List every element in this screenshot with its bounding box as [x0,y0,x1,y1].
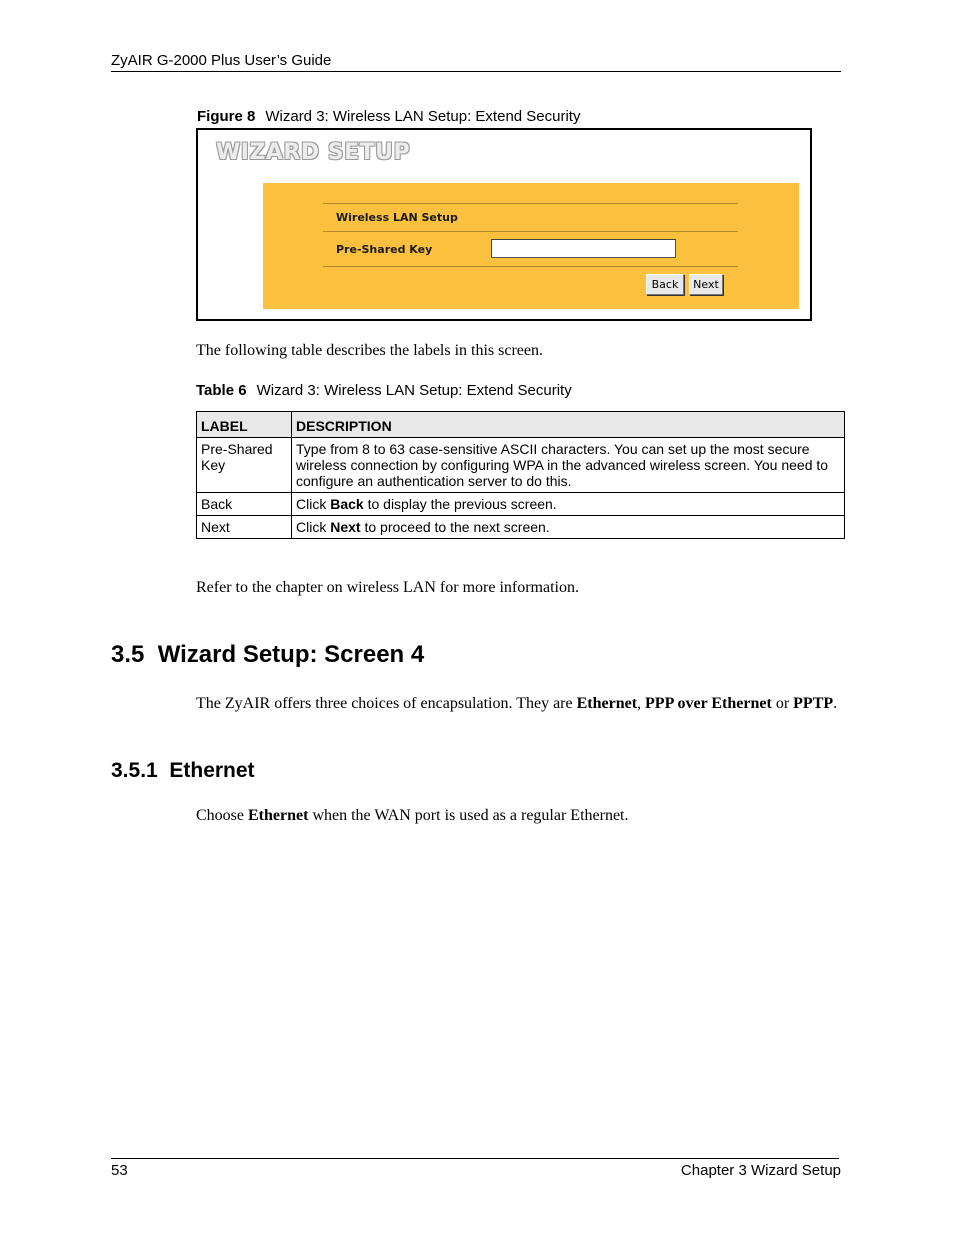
description-bold: Back [330,496,364,512]
refer-paragraph: Refer to the chapter on wireless LAN for more information. [196,579,579,596]
description-bold: Next [330,519,361,535]
description-text: Click [296,519,331,535]
subsection-heading: 3.5.1 Ethernet [111,759,255,782]
ethernet-paragraph [196,807,629,825]
paragraph-text: The ZyAIR offers three choices of encapsulation. They are [196,695,577,712]
figure-title: Wizard 3: Wireless LAN Setup: Extend Security [265,108,581,125]
table-header-label: LABEL [197,412,292,438]
table-header-row [197,412,845,438]
table-title: Wizard 3: Wireless LAN Setup: Extend Security [256,382,572,399]
description-text: to proceed to the next screen. [360,519,550,535]
description-text: to display the previous screen. [363,496,557,512]
wizard-title: WIZARD SETUP [216,140,411,165]
table-caption [196,382,572,399]
bold-term: Ethernet [576,695,638,712]
panel-divider [323,266,738,267]
paragraph-text: Choose [196,807,248,824]
field-label-pre-shared-key: Pre-Shared Key [336,243,433,256]
table-row [197,493,845,516]
table-cell-label: Pre-Shared Key [197,438,292,493]
header-divider [111,71,841,72]
pre-shared-key-input[interactable] [491,239,676,258]
bold-term: Ethernet [248,807,309,824]
chapter-title: Chapter 3 Wizard Setup [680,1162,841,1179]
bold-term: PPP over Ethernet [645,695,772,712]
table-row [197,516,845,539]
panel-divider [323,203,738,204]
table-cell-description [292,493,845,516]
table-cell-label: Next [197,516,292,539]
footer-divider [111,1158,839,1159]
table-cell-label: Back [197,493,292,516]
table-row [197,438,845,493]
bold-term: PPTP [793,695,834,712]
label-description-table [196,411,845,539]
page-number: 53 [111,1162,128,1179]
figure-caption [197,108,580,125]
section-label-wireless-lan-setup: Wireless LAN Setup [336,211,458,224]
paragraph-text: when the WAN port is used as a regular Ethernet. [308,807,629,824]
table-header-description: DESCRIPTION [292,412,845,438]
wizard-screenshot [196,128,812,321]
section-heading: 3.5 Wizard Setup: Screen 4 [111,641,425,668]
table-number: Table 6 [196,382,247,399]
wizard-panel [263,183,799,309]
next-button[interactable]: Next [689,274,723,295]
panel-divider [323,231,738,232]
intro-paragraph: The following table describes the labels in this screen. [196,342,544,359]
paragraph-text: . [833,695,838,712]
back-button[interactable]: Back [646,274,684,295]
table-cell-description [292,516,845,539]
description-text: Click [296,496,331,512]
running-header: ZyAIR G-2000 Plus User’s Guide [111,52,332,69]
paragraph-text: , [637,695,646,712]
figure-number: Figure 8 [197,108,256,125]
paragraph-text: or [771,695,794,712]
encapsulation-paragraph [196,694,846,714]
description-text: Type from 8 to 63 case-sensitive ASCII characters. You can set up the most secure wireless connection by configuring WPA in the advanced wireless screen. You need to configure an authentication server to do this. [296,441,829,489]
table-cell-description [292,438,845,493]
